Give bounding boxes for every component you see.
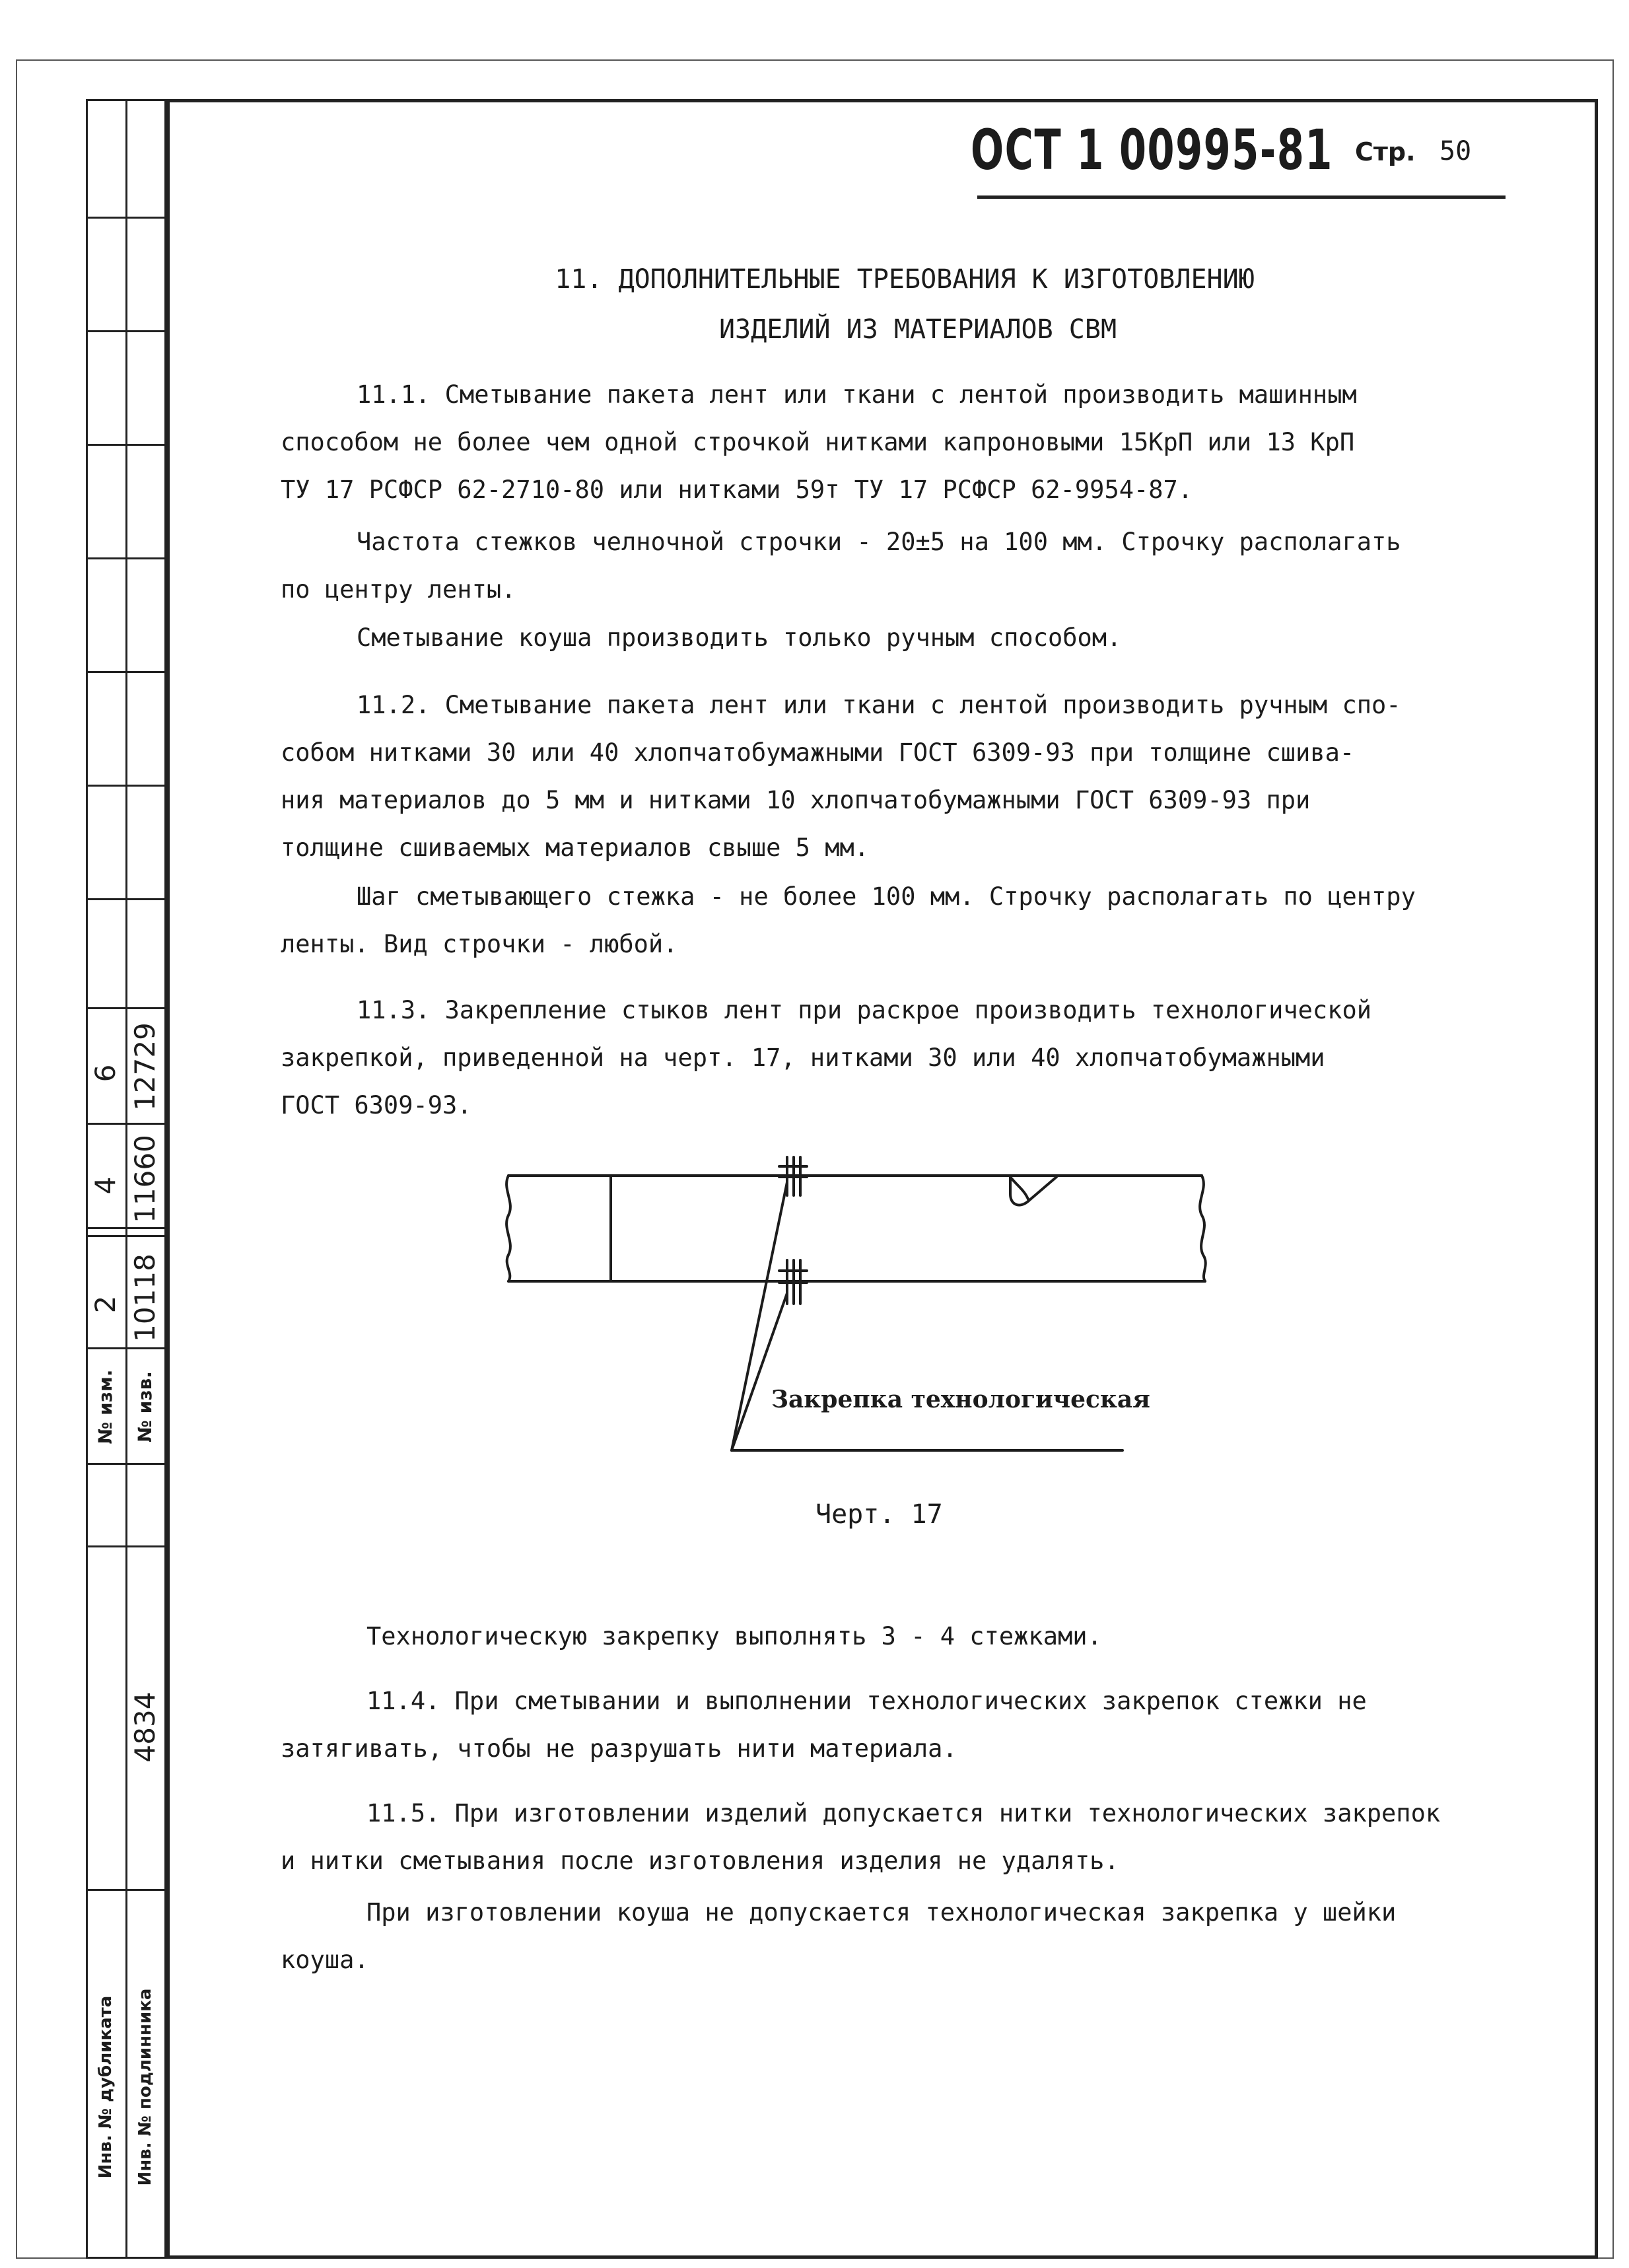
body-line: 11.5. При изготовлении изделий допускается нитки технологических закрепок (366, 1799, 1441, 1827)
notice-number-label: № изв. (134, 1371, 156, 1442)
side-line (86, 557, 166, 559)
side-line (86, 1545, 166, 1547)
body-line: затягивать, чтобы не разрушать нити материала. (281, 1734, 957, 1763)
duplicate-inventory-label: Инв. № дубликата (96, 1995, 116, 2179)
notch-cut-inner (1010, 1177, 1029, 1201)
revision-6-change: 6 (89, 1064, 121, 1082)
left-break (506, 1176, 510, 1281)
revision-2-notice: 10118 (129, 1254, 161, 1342)
section-title-line-1: 11. ДОПОЛНИТЕЛЬНЫЕ ТРЕБОВАНИЯ К ИЗГОТОВЛЕНИЮ (555, 264, 1255, 295)
side-stamp-divider (125, 99, 127, 2259)
body-line: Технологическую закрепку выполнять 3 - 4 стежками. (366, 1622, 1102, 1650)
body-line: При изготовлении коуша не допускается технологическая закрепка у шейки (366, 1898, 1397, 1927)
revision-2-change: 2 (89, 1295, 121, 1314)
page-label: Стр. (1355, 137, 1416, 166)
body-line: собом нитками 30 или 40 хлопчатобумажными ГОСТ 6309-93 при толщине сшива- (281, 738, 1355, 767)
original-inventory-label: Инв. № подлинника (135, 1988, 155, 2186)
body-line: по центру ленты. (281, 575, 516, 604)
body-line: 11.4. При сметывании и выполнении технологических закрепок стежки не (366, 1687, 1367, 1715)
right-break (1200, 1176, 1206, 1281)
side-line (86, 898, 166, 900)
body-line: ТУ 17 РСФСР 62-2710-80 или нитками 59т ТУ 17 РСФСР 62-9954-87. (281, 476, 1193, 504)
body-line: Частота стежков челночной строчки - 20±5 на 100 мм. Строчку располагать (357, 528, 1401, 556)
body-line: толщине сшиваемых материалов свыше 5 мм. (281, 833, 870, 862)
body-line: 11.2. Сметывание пакета лент или ткани с лентой производить ручным спо- (357, 691, 1401, 719)
body-line: ния материалов до 5 мм и нитками 10 хлопчатобумажными ГОСТ 6309-93 при (281, 786, 1311, 814)
side-line (86, 785, 166, 787)
body-line: закрепкой, приведенной на черт. 17, нитками 30 или 40 хлопчатобумажными (281, 1044, 1325, 1072)
revision-4-notice: 11660 (129, 1135, 161, 1223)
side-line (86, 217, 166, 219)
body-line: 11.1. Сметывание пакета лент или ткани с лентой производить машинным (357, 380, 1357, 409)
side-line (86, 671, 166, 673)
revision-number-label: № изм. (94, 1369, 116, 1444)
body-line: ленты. Вид строчки - любой. (281, 930, 678, 958)
document-code: ОСТ 1 00995-81 (971, 118, 1334, 182)
side-line (86, 1889, 166, 1891)
section-title-line-2: ИЗДЕЛИЙ ИЗ МАТЕРИАЛОВ СВМ (718, 314, 1117, 345)
body-line: способом не более чем одной строчкой нитками капроновыми 15КрП или 13 КрП (281, 428, 1355, 456)
header-rule (977, 195, 1506, 199)
body-line: коуша. (281, 1946, 369, 1974)
figure-label: Закрепка технологическая (771, 1386, 1150, 1413)
body-line: и нитки сметывания после изготовления изделия не удалять. (281, 1847, 1119, 1875)
page-number: 50 (1439, 136, 1472, 166)
side-line (86, 444, 166, 446)
revision-6-notice: 12729 (129, 1022, 161, 1111)
body-line: Сметывание коуша производить только ручным способом. (357, 623, 1122, 652)
body-line: Шаг сметывающего стежка - не более 100 мм. Строчку располагать по центру (357, 882, 1416, 911)
body-line: ГОСТ 6309-93. (281, 1091, 472, 1119)
original-inventory-number: 4834 (129, 1691, 161, 1763)
figure-caption: Черт. 17 (815, 1499, 943, 1530)
revision-4-change: 4 (89, 1176, 121, 1195)
side-line (86, 330, 166, 332)
body-line: 11.3. Закрепление стыков лент при раскрое производить технологической (357, 996, 1372, 1024)
notch-cut (1010, 1177, 1057, 1205)
